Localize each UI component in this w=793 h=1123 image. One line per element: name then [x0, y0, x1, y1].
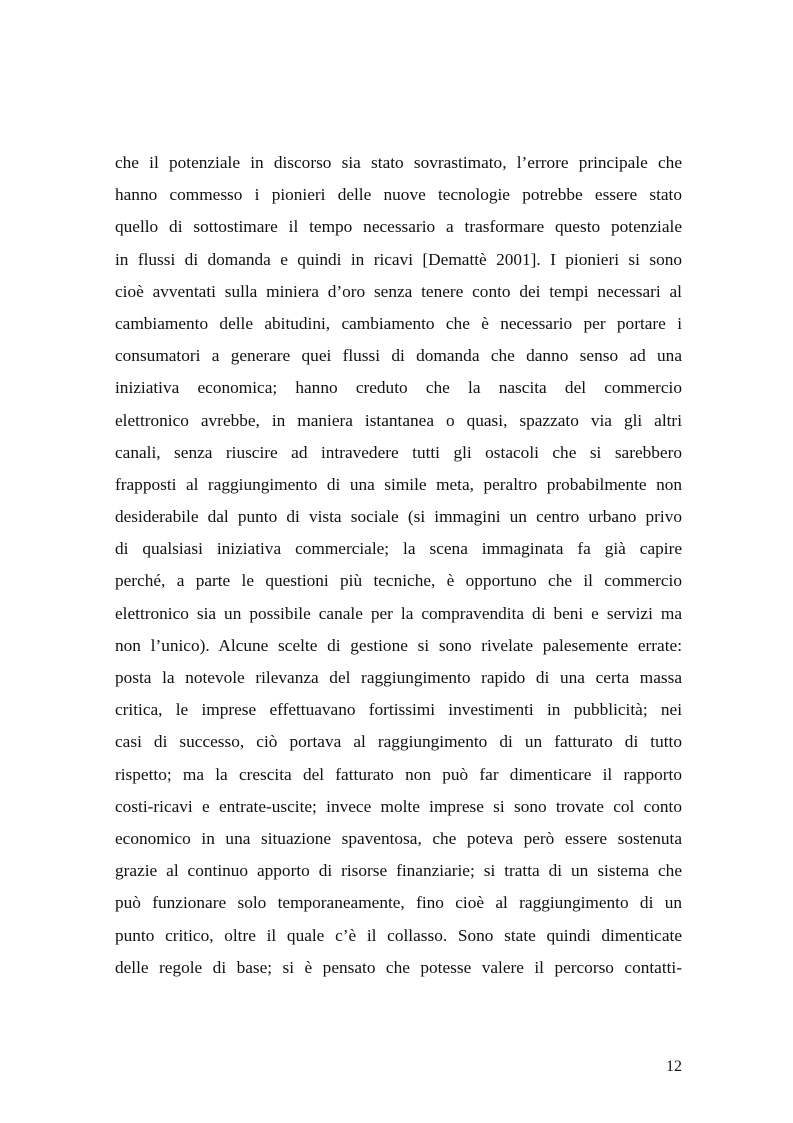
text-line: non l’unico). Alcune scelte di gestione si sono rivelate palesemente errate:: [115, 635, 682, 655]
text-line: frapposti al raggiungimento di una simile meta, peraltro probabilmente non: [115, 474, 682, 494]
text-line: di qualsiasi iniziativa commerciale; la scena immaginata fa già capire: [115, 539, 682, 559]
page-number: 12: [666, 1058, 682, 1075]
text-line: canali, senza riuscire ad intravedere tutti gli ostacoli che si sarebbero: [115, 442, 682, 462]
text-line: posta la notevole rilevanza del raggiungimento rapido di una certa massa: [115, 668, 682, 687]
text-line: critica, le imprese effettuavano fortissimi investimenti in pubblicità; nei: [115, 700, 682, 720]
text-line: elettronico avrebbe, in maniera istantanea o quasi, spazzato via gli altri: [115, 410, 682, 430]
text-line: in flussi di domanda e quindi in ricavi [Demattè 2001]. I pionieri si sono: [115, 249, 682, 269]
text-line: perché, a parte le questioni più tecniche, è opportuno che il commercio: [115, 571, 682, 591]
text-line: punto critico, oltre il quale c’è il collasso. Sono state quindi dimenticate: [115, 925, 682, 945]
text-line: desiderabile dal punto di vista sociale (si immagini un centro urbano privo: [115, 507, 682, 527]
text-line: cioè avventati sulla miniera d’oro senza tenere conto dei tempi necessari al: [115, 281, 682, 301]
text-line: quello di sottostimare il tempo necessario a trasformare questo potenziale: [115, 217, 682, 237]
text-line: costi-ricavi e entrate-uscite; invece molte imprese si sono trovate col conto: [115, 796, 682, 816]
text-line: hanno commesso i pionieri delle nuove tecnologie potrebbe essere stato: [115, 185, 682, 205]
text-line: delle regole di base; si è pensato che potesse valere il percorso contatti-: [115, 957, 682, 977]
text-line: consumatori a generare quei flussi di domanda che danno senso ad una: [115, 346, 682, 366]
text-line: che il potenziale in discorso sia stato sovrastimato, l’errore principale che: [115, 153, 682, 172]
text-line: grazie al continuo apporto di risorse finanziarie; si tratta di un sistema che: [115, 861, 682, 881]
text-line: può funzionare solo temporaneamente, fino cioè al raggiungimento di un: [115, 893, 682, 913]
text-line: elettronico sia un possibile canale per la compravendita di beni e servizi ma: [115, 603, 682, 623]
text-line: economico in una situazione spaventosa, che poteva però essere sostenuta: [115, 828, 682, 848]
text-line: casi di successo, ciò portava al raggiungimento di un fatturato di tutto: [115, 732, 682, 752]
text-line: rispetto; ma la crescita del fatturato non può far dimenticare il rapporto: [115, 764, 682, 784]
text-line: cambiamento delle abitudini, cambiamento che è necessario per portare i: [115, 313, 682, 333]
body-text: [115, 147, 682, 984]
text-line: iniziativa economica; hanno creduto che la nascita del commercio: [115, 378, 682, 398]
